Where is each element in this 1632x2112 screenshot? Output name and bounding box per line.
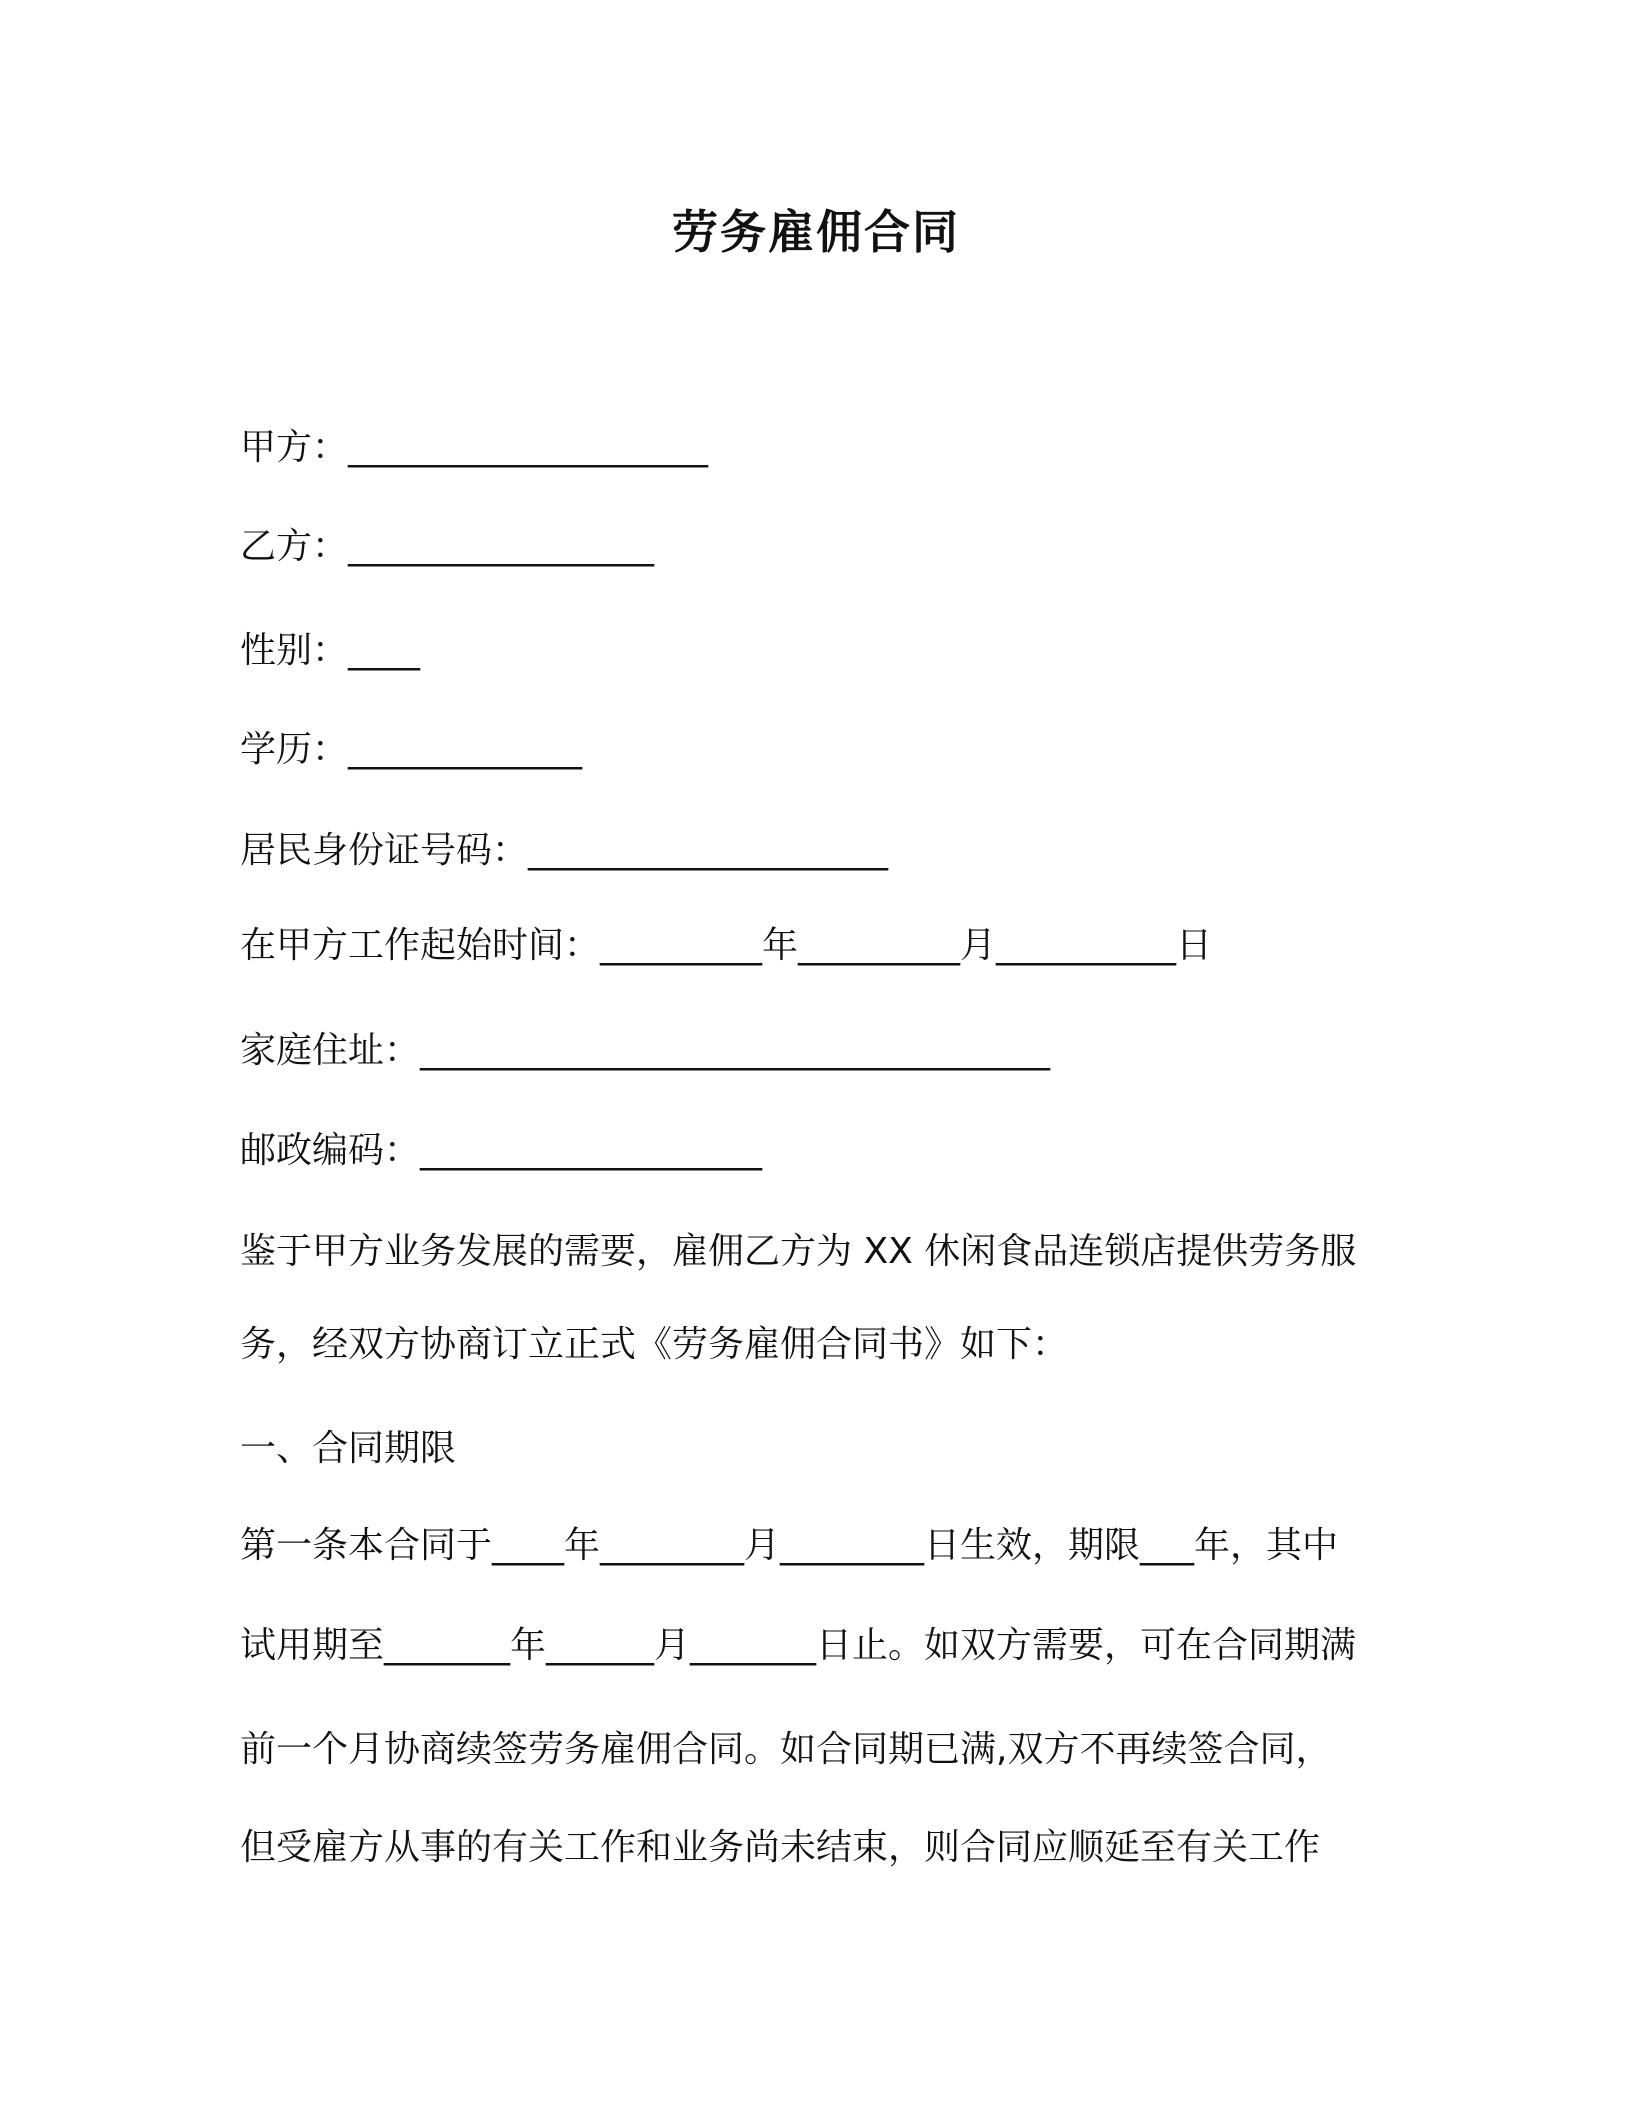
clause-line-4: 但受雇方从事的有关工作和业务尚未结束，则合同应顺延至有关工作 [240, 1827, 1321, 1868]
education-field: 学历：_____________ [240, 729, 583, 770]
party-a-field: 甲方：____________________ [240, 427, 709, 468]
gender-field: 性别：____ [240, 630, 421, 671]
clause-line-2: 试用期至_______年______月_______日止。如双方需要，可在合同期满 [240, 1625, 1357, 1666]
postal-code-field: 邮政编码：___________________ [240, 1130, 763, 1171]
id-number-field: 居民身份证号码：____________________ [240, 830, 889, 871]
document-title: 劳务雇佣合同 [672, 205, 960, 259]
home-address-field: 家庭住址：___________________________________ [240, 1030, 1051, 1071]
clause-line-3: 前一个月协商续签劳务雇佣合同。如合同期已满,双方不再续签合同， [240, 1729, 1332, 1770]
intro-line-1: 鉴于甲方业务发展的需要，雇佣乙方为 XX 休闲食品连锁店提供劳务服 [240, 1231, 1357, 1272]
clause-line-1: 第一条本合同于____年________月________日生效，期限___年，其中 [240, 1525, 1339, 1566]
party-b-field: 乙方：_________________ [240, 526, 655, 567]
section-heading: 一、合同期限 [240, 1428, 457, 1469]
start-date-field: 在甲方工作起始时间：_________年_________月__________日 [240, 925, 1213, 966]
intro-line-2: 务，经双方协商订立正式《劳务雇佣合同书》如下： [240, 1324, 1069, 1365]
